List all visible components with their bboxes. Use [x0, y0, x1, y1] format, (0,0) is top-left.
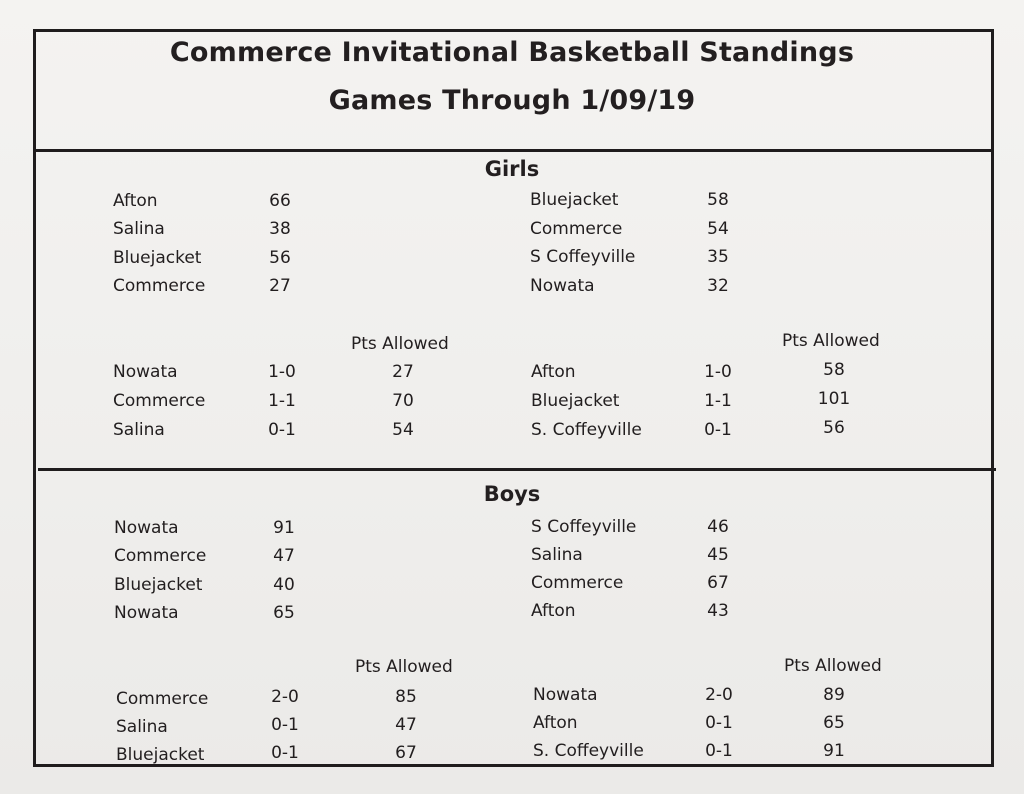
record: 1-0	[704, 362, 732, 382]
team-name: Nowata	[113, 362, 178, 382]
header-divider	[36, 149, 993, 152]
team-name: Commerce	[114, 546, 207, 566]
score: 32	[707, 276, 729, 296]
team-name: Bluejacket	[113, 248, 202, 268]
score: 35	[707, 247, 729, 267]
team-name: Afton	[531, 601, 576, 621]
team-name: S. Coffeyville	[533, 741, 644, 761]
pts-allowed-header: Pts Allowed	[355, 657, 453, 677]
team-name: Commerce	[113, 391, 206, 411]
team-name: Afton	[113, 191, 158, 211]
points-allowed: 101	[817, 389, 851, 409]
record: 1-1	[704, 391, 732, 411]
record: 0-1	[705, 741, 733, 761]
girls-heading: Girls	[484, 157, 540, 181]
record: 0-1	[271, 743, 299, 763]
team-name: S Coffeyville	[530, 247, 636, 267]
points-allowed: 91	[823, 741, 845, 761]
points-allowed: 27	[392, 362, 414, 382]
score: 58	[707, 190, 729, 210]
points-allowed: 47	[395, 715, 417, 735]
record: 0-1	[271, 715, 299, 735]
points-allowed: 58	[823, 360, 845, 380]
record: 2-0	[705, 685, 733, 705]
page-title: Commerce Invitational Basketball Standings	[169, 37, 855, 68]
team-name: Salina	[531, 545, 583, 565]
team-name: Salina	[113, 420, 165, 440]
points-allowed: 85	[395, 687, 417, 707]
score: 27	[269, 276, 291, 296]
record: 0-1	[705, 713, 733, 733]
team-name: Nowata	[533, 685, 598, 705]
team-name: Bluejacket	[530, 190, 619, 210]
score: 67	[707, 573, 729, 593]
team-name: Commerce	[530, 219, 623, 239]
team-name: Bluejacket	[531, 391, 620, 411]
points-allowed: 67	[395, 743, 417, 763]
record: 2-0	[271, 687, 299, 707]
record: 0-1	[268, 420, 296, 440]
page-subtitle: Games Through 1/09/19	[328, 85, 696, 116]
team-name: Commerce	[116, 689, 209, 709]
team-name: Bluejacket	[116, 745, 205, 765]
team-name: S. Coffeyville	[531, 420, 642, 440]
points-allowed: 54	[392, 420, 414, 440]
team-name: Nowata	[530, 276, 595, 296]
score: 46	[707, 517, 729, 537]
team-name: Nowata	[114, 518, 179, 538]
team-name: Bluejacket	[114, 575, 203, 595]
score: 91	[273, 518, 295, 538]
team-name: Nowata	[114, 603, 179, 623]
team-name: Salina	[113, 219, 165, 239]
team-name: Salina	[116, 717, 168, 737]
score: 47	[273, 546, 295, 566]
team-name: Commerce	[113, 276, 206, 296]
team-name: S Coffeyville	[531, 517, 637, 537]
score: 40	[273, 575, 295, 595]
team-name: Afton	[533, 713, 578, 733]
score: 54	[707, 219, 729, 239]
points-allowed: 89	[823, 685, 845, 705]
score: 66	[269, 191, 291, 211]
team-name: Commerce	[531, 573, 624, 593]
score: 45	[707, 545, 729, 565]
score: 43	[707, 601, 729, 621]
points-allowed: 70	[392, 391, 414, 411]
team-name: Afton	[531, 362, 576, 382]
points-allowed: 65	[823, 713, 845, 733]
boys-heading: Boys	[483, 482, 541, 506]
pts-allowed-header: Pts Allowed	[782, 331, 880, 351]
points-allowed: 56	[823, 418, 845, 438]
section-divider	[38, 468, 996, 471]
record: 1-0	[268, 362, 296, 382]
pts-allowed-header: Pts Allowed	[784, 656, 882, 676]
record: 1-1	[268, 391, 296, 411]
score: 65	[273, 603, 295, 623]
score: 56	[269, 248, 291, 268]
record: 0-1	[704, 420, 732, 440]
score: 38	[269, 219, 291, 239]
pts-allowed-header: Pts Allowed	[351, 334, 449, 354]
